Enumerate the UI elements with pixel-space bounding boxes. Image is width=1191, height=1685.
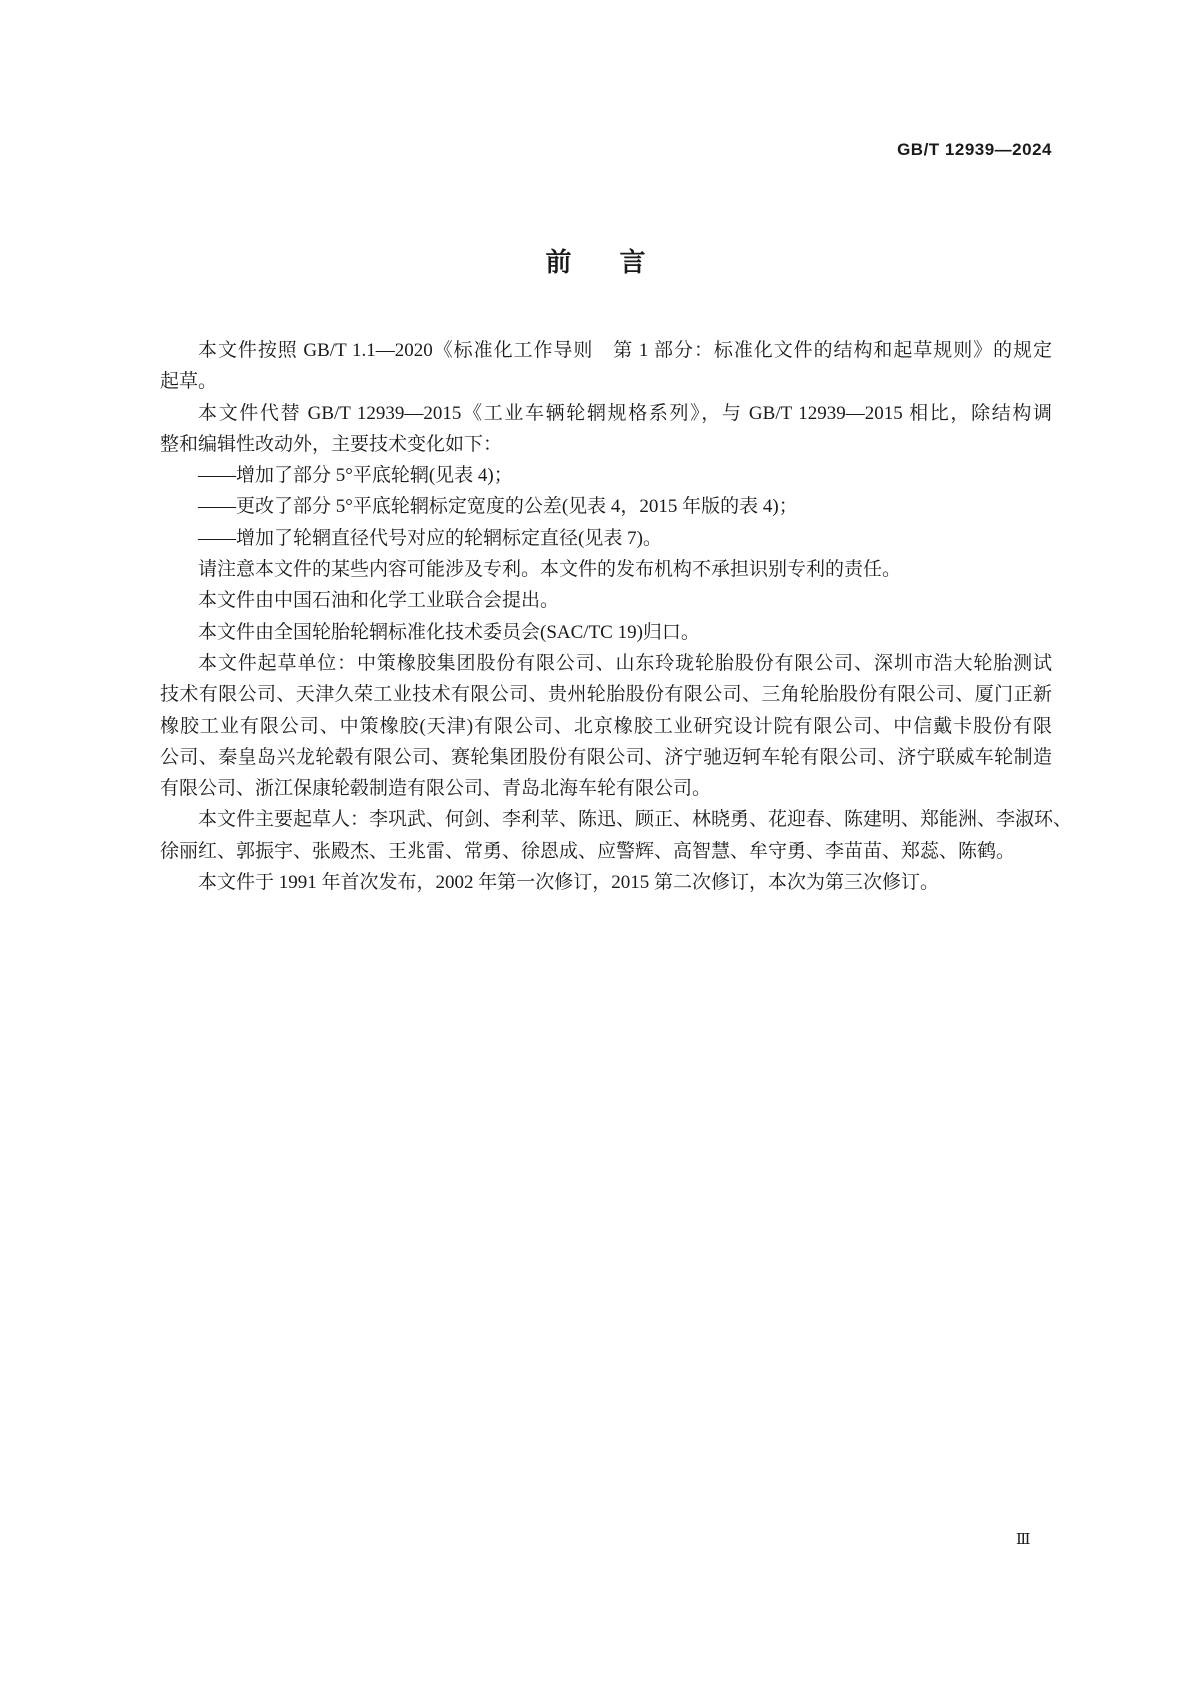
paragraph-line: 本文件按照 GB/T 1.1—2020《标准化工作导则 第 1 部分：标准化文件的结构和起草规则》的规定: [198, 340, 1052, 361]
paragraph: [160, 585, 1052, 616]
paragraph-line: 本文件主要起草人：李巩武、何剑、李利苹、陈迅、顾正、林晓勇、花迎春、陈建明、郑能洲、李淑环、: [198, 809, 1073, 831]
standard-code: GB/T 12939—2024: [897, 140, 1052, 159]
paragraph-line: 有限公司、浙江保康轮毂制造有限公司、青岛北海车轮有限公司。: [160, 778, 712, 800]
foreword-body: [160, 335, 1073, 898]
page-number: Ⅲ: [1016, 1532, 1031, 1548]
paragraph-line: 本文件由中国石油和化学工业联合会提出。: [198, 590, 560, 612]
paragraph: [160, 867, 1052, 898]
paragraph: [160, 335, 1052, 398]
paragraph-line: 技术有限公司、天津久荣工业技术有限公司、贵州轮胎股份有限公司、三角轮胎股份有限公司、厦门正新: [160, 684, 1052, 706]
paragraph-line: 本文件代替 GB/T 12939—2015《工业车辆轮辋规格系列》，与 GB/T 12939—2015 相比，除结构调: [198, 402, 1052, 424]
paragraph-line: 本文件于 1991 年首次发布，2002 年第一次修订，2015 第二次修订，本次为第三次修订。: [198, 872, 940, 894]
paragraph-line: 本文件起草单位：中策橡胶集团股份有限公司、山东玲珑轮胎股份有限公司、深圳市浩大轮胎测试: [198, 652, 1052, 674]
paragraph-line: 请注意本文件的某些内容可能涉及专利。本文件的发布机构不承担识别专利的责任。: [198, 559, 902, 581]
paragraph-line: ——增加了轮辋直径代号对应的轮辋标定直径(见表 7)。: [198, 527, 662, 549]
paragraph: [160, 523, 1052, 554]
paragraph-line: 橡胶工业有限公司、中策橡胶(天津)有限公司、北京橡胶工业研究设计院有限公司、中信戴卡股份有限: [160, 715, 1052, 737]
paragraph: [160, 460, 1052, 491]
paragraph: [160, 804, 1073, 867]
paragraph-line: 起草。: [160, 371, 218, 393]
paragraph: [160, 648, 1052, 804]
paragraph: [160, 398, 1052, 461]
paragraph-line: ——增加了部分 5°平底轮辋(见表 4)；: [198, 465, 513, 487]
paragraph-line: ——更改了部分 5°平底轮辋标定宽度的公差(见表 4，2015 年版的表 4)；: [198, 496, 798, 518]
paragraph-line: 徐丽红、郭振宇、张殿杰、王兆雷、常勇、徐恩成、应警辉、高智慧、牟守勇、李苗苗、郑蕊、陈鹤。: [160, 840, 1016, 862]
paragraph-line: 公司、秦皇岛兴龙轮毂有限公司、赛轮集团股份有限公司、济宁驰迈轲车轮有限公司、济宁联威车轮制造: [160, 746, 1052, 768]
paragraph: [160, 617, 1052, 648]
paragraph: [160, 554, 1052, 585]
paragraph: [160, 491, 1052, 522]
page-title: 前言: [545, 248, 694, 277]
paragraph-line: 本文件由全国轮胎轮辋标准化技术委员会(SAC/TC 19)归口。: [198, 621, 700, 643]
paragraph-line: 整和编辑性改动外，主要技术变化如下：: [160, 433, 503, 455]
